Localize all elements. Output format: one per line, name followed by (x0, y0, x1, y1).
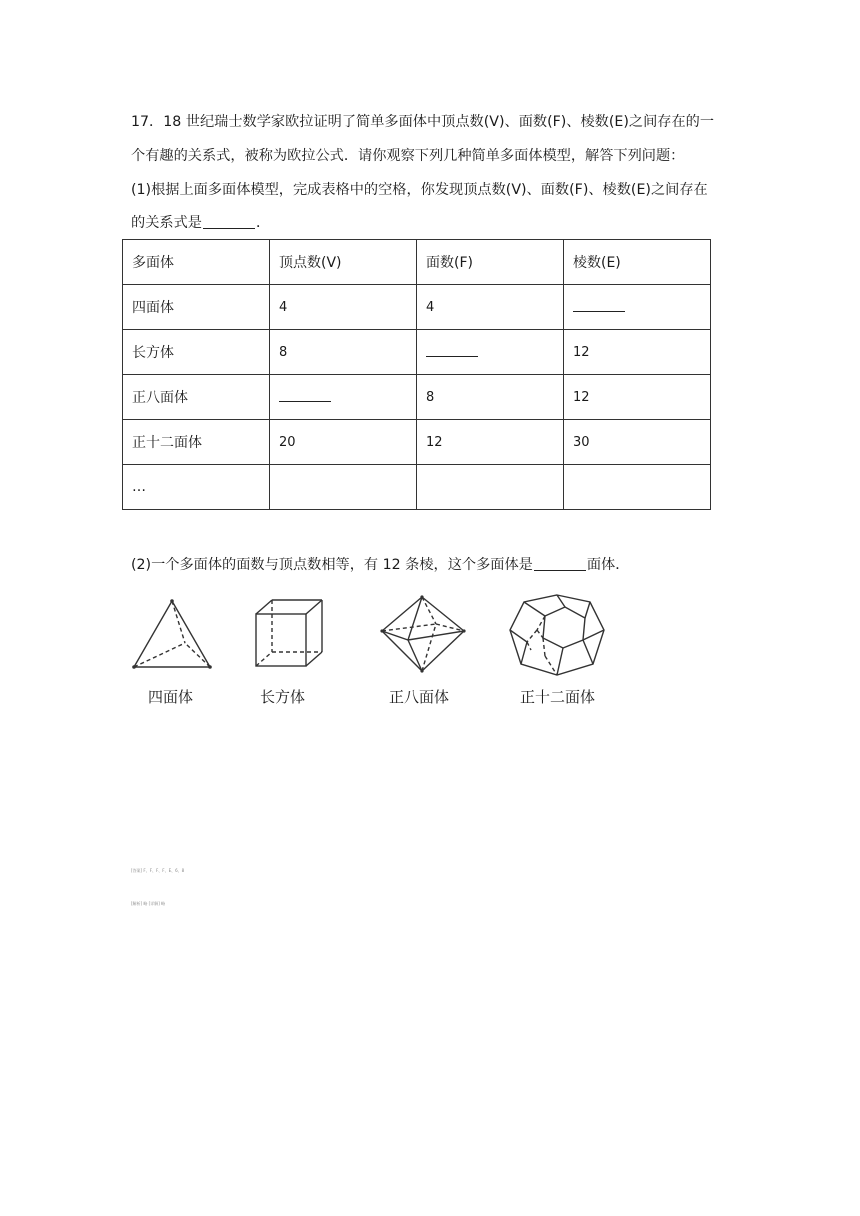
tiny-analysis-text: [解析] 略 [详解] 略 (131, 901, 166, 906)
table-cell: 12 (417, 420, 564, 465)
table-cell: 8 (270, 330, 417, 375)
table-header-row (123, 240, 711, 285)
table-cell-blank[interactable] (270, 375, 417, 420)
table-cell: 四面体 (123, 285, 270, 330)
part1-text-after: ． (255, 215, 271, 231)
part2-line (131, 555, 736, 575)
table-row (123, 330, 711, 375)
polyhedron-table (122, 239, 711, 510)
part2-text-before: (2)一个多面体的面数与顶点数相等，有 12 条棱，这个多面体是 (131, 557, 533, 573)
table-row (123, 285, 711, 330)
table-cell: 20 (270, 420, 417, 465)
cuboid-figure (252, 596, 330, 674)
tetrahedron-label: 四面体 (148, 688, 194, 706)
dodecahedron-figure (505, 592, 609, 678)
table-cell: 4 (417, 285, 564, 330)
dodecahedron-label: 正十二面体 (520, 688, 596, 706)
problem-line-1: 17．18 世纪瑞士数学家欧拉证明了简单多面体中顶点数(V)、面数(F)、棱数(E)之间存在的一 (131, 114, 715, 130)
part1-text-before: 的关系式是 (131, 215, 202, 231)
part1-line-2 (131, 213, 736, 233)
octahedron-label: 正八面体 (389, 688, 450, 706)
table-cell-blank[interactable] (417, 330, 564, 375)
fill-blank[interactable] (426, 344, 478, 357)
fill-blank[interactable] (573, 299, 625, 312)
table-cell: 30 (564, 420, 711, 465)
table-cell: 8 (417, 375, 564, 420)
tetrahedron-figure (128, 596, 218, 674)
table-cell (270, 465, 417, 510)
part1-line-1: (1)根据上面多面体模型，完成表格中的空格，你发现顶点数(V)、面数(F)、棱数(E)之间存在 (131, 182, 708, 198)
table-cell: … (123, 465, 270, 510)
table-cell: 正八面体 (123, 375, 270, 420)
cuboid-label: 长方体 (260, 688, 306, 706)
answer-blank[interactable] (203, 214, 255, 229)
table-cell (564, 465, 711, 510)
table-row (123, 465, 711, 510)
table-cell-blank[interactable] (564, 285, 711, 330)
fill-blank[interactable] (279, 389, 331, 402)
problem-line-2: 个有趣的关系式，被称为欧拉公式．请你观察下列几种简单多面体模型，解答下列问题： (131, 148, 685, 164)
header-cell: 顶点数(V) (270, 240, 417, 285)
header-cell: 多面体 (123, 240, 270, 285)
table-cell: 长方体 (123, 330, 270, 375)
header-cell: 面数(F) (417, 240, 564, 285)
octahedron-figure (378, 594, 468, 676)
table-cell: 12 (564, 375, 711, 420)
tiny-answer-text: [答案] F、F、F、F、E、6、8 (131, 868, 185, 873)
table-cell (417, 465, 564, 510)
answer-blank[interactable] (534, 556, 586, 571)
part2-text-after: 面体． (586, 557, 630, 573)
table-row (123, 420, 711, 465)
table-cell: 正十二面体 (123, 420, 270, 465)
table-row (123, 375, 711, 420)
table-cell: 4 (270, 285, 417, 330)
header-cell: 棱数(E) (564, 240, 711, 285)
table-cell: 12 (564, 330, 711, 375)
